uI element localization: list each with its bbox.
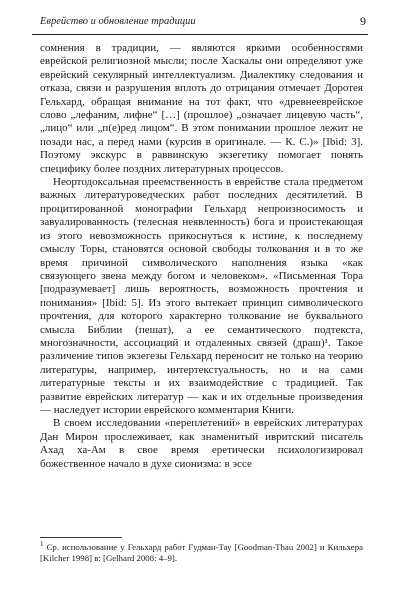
footnote-divider bbox=[40, 537, 122, 538]
running-header bbox=[32, 14, 368, 35]
paragraph-1: сомнения в традиции, — являются яркими особенностями еврейской религиозной мысли; после Хаскалы они определяют уже еврейский секулярный интеллектуализм. Диалектику следования и отказа, связи и разрушения вплоть до отрицания отмечает Доротея Гельхард, обращая внимание на тот факт, что «древнееврейское слово „лефаним, лифне“ […] (прошлое) „означает лицевую часть“, „лицо“ или „п(е)ред лицом“. В этом понимании прошлое лежит не позади нас, а перед нами (курсив в оригинале. — К. С.)» [Ibid: 3]. Поэтому экскурс в раввинскую экзегетику помогает понять специфику более поздних литературных процессов. bbox=[40, 42, 363, 175]
paragraph-2: Неортодоксальная преемственность в еврействе стала предметом важных литературоведческих работ последних десятилетий. В процитированной монографии Гельхард непроизносимость и завуалированность (телесная неявленность) бога и проистекающая из этого невозможность прикоснуться к истине, к последнему смыслу Торы, становятся основой свободы толкования и в то же время причиной символического наполнения языка «как связующего звена между богом и человеком». «Письменная Тора [подразумевает] лишь вероятность, возможность прочтения и понимания» [Ibid: 5]. Из этого вытекает принцип символического прочтения, для которого характерно толкование не буквального смысла Библии (пешат), а ее семантического подтекста, многозначности, ассоциаций и отдаленных связей (драш)¹. Такое различение типов экзегезы Гельхард переносит не только на теорию литературы, например, интертекстуальность, но и на сами литературные тексты и их взаимодействие с традицией. Так развитие еврейских литератур — как и их отдельные произведения — наследует истории еврейского комментария Книги. bbox=[40, 176, 363, 416]
footnote bbox=[40, 542, 363, 564]
page-number: 9 bbox=[360, 14, 366, 28]
footnote-text: Ср. использование у Гельхард работ Гудман-Тау [Goodman-Thau 2002] и Кильхера [Kilcher 1998] в: [Gelhard 2008: 4–9]. bbox=[40, 542, 363, 563]
footnote-mark: 1 bbox=[40, 540, 44, 549]
paragraph-3: В своем исследовании «переплетений» в еврейских литературах Дан Мирон прослеживает, как знаменитый ивритский писатель Ахад ха-Ам в свое время еретически психологизировал божественное начало в духе сионизма: в эссе bbox=[40, 417, 363, 470]
main-text bbox=[40, 42, 363, 471]
running-title: Еврейство и обновление традиции bbox=[40, 16, 196, 27]
